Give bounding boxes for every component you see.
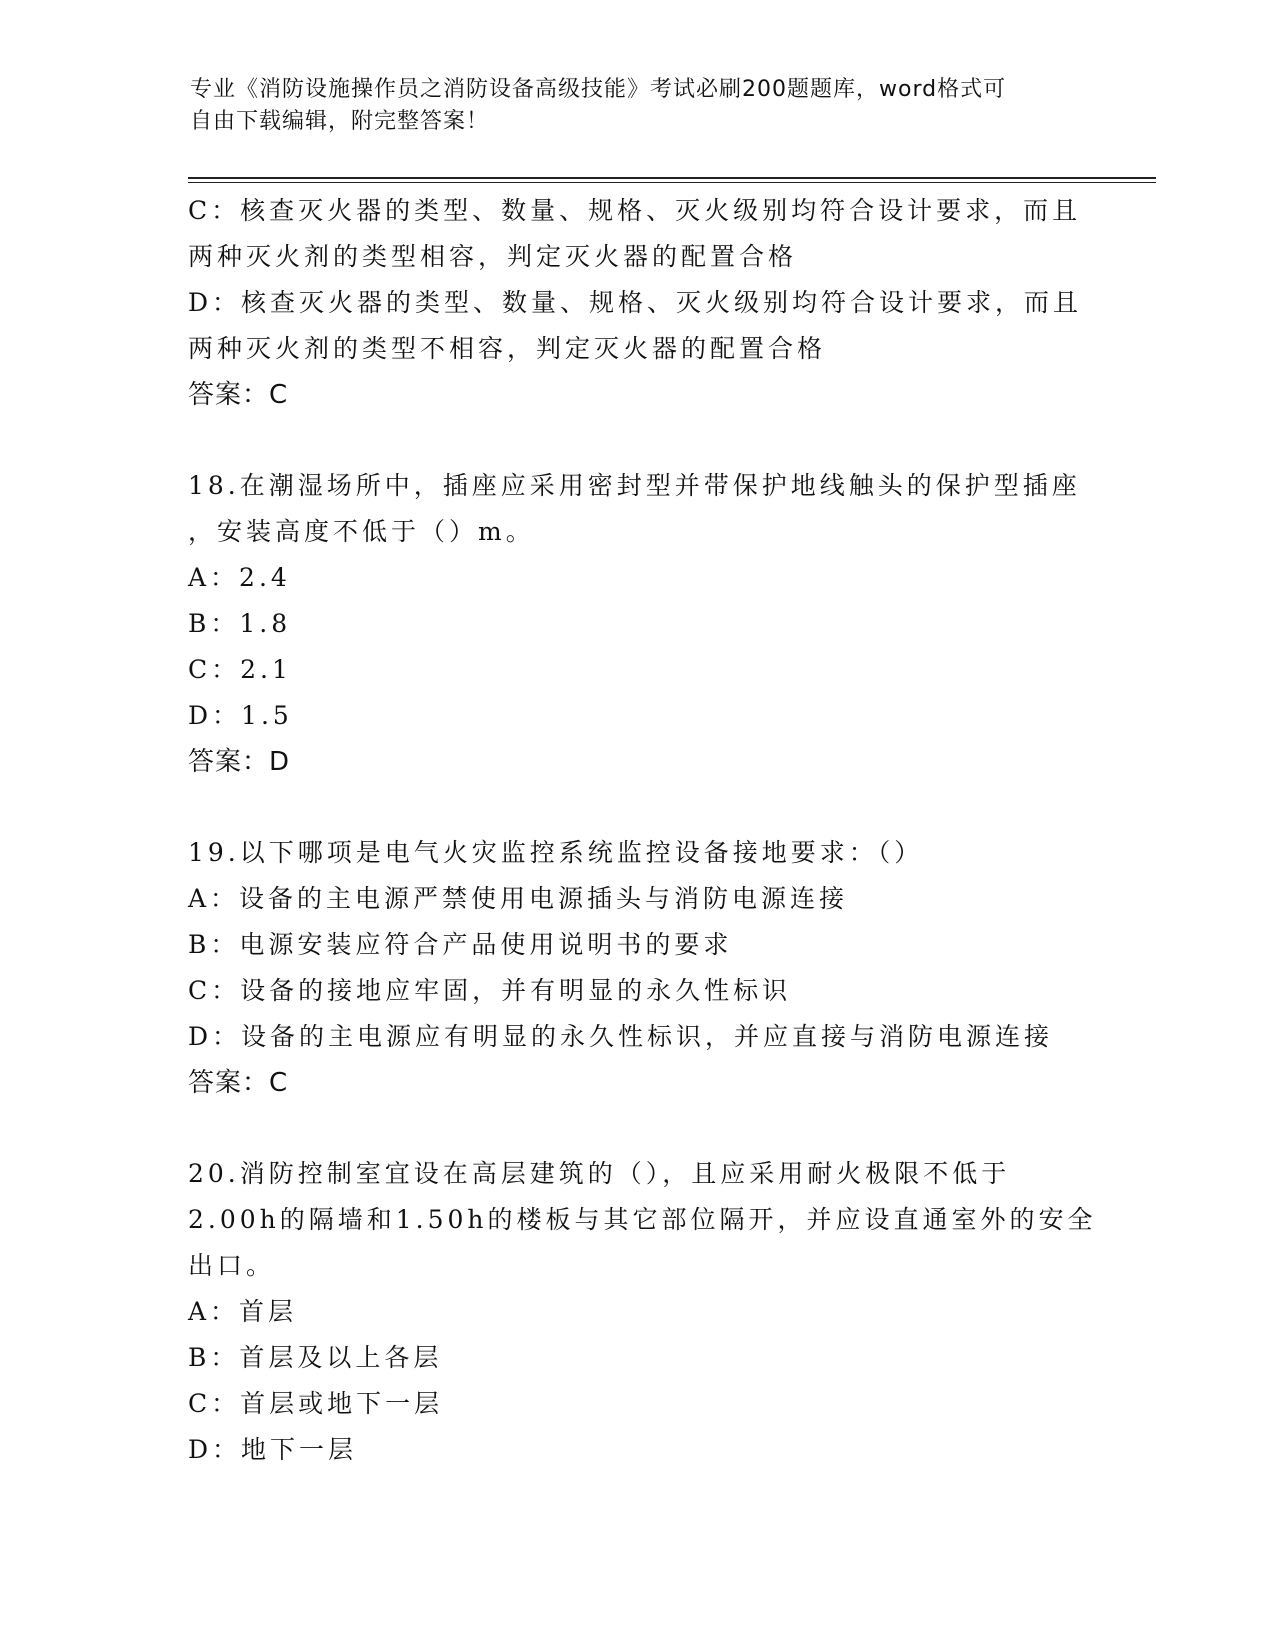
header-line-2: 自由下载编辑，附完整答案！ bbox=[190, 109, 490, 134]
question-19-option-a: A：设备的主电源严禁使用电源插头与消防电源连接 bbox=[188, 884, 849, 913]
question-20-option-b: B：首层及以上各层 bbox=[188, 1343, 443, 1372]
answer-18: 答案：D bbox=[188, 747, 291, 777]
question-17-tail bbox=[188, 188, 1088, 418]
question-18-option-a: A：2.4 bbox=[188, 563, 291, 592]
document-header bbox=[190, 74, 1070, 138]
option-d-line-1: D：核查灭火器的类型、数量、规格、灭火级别均符合设计要求，而且 bbox=[188, 288, 1083, 317]
question-20-stem-line-2: 2.00h的隔墙和1.50h的楼板与其它部位隔开，并应设直通室外的安全 bbox=[188, 1205, 1097, 1234]
question-20-stem-line-1: 20.消防控制室宜设在高层建筑的（），且应采用耐火极限不低于 bbox=[188, 1159, 1011, 1188]
header-divider-thick bbox=[188, 177, 1156, 179]
question-18 bbox=[188, 463, 1088, 785]
option-c-line-1: C：核查灭火器的类型、数量、规格、灭火级别均符合设计要求，而且 bbox=[188, 196, 1082, 225]
question-20-stem-line-3: 出口。 bbox=[188, 1251, 276, 1280]
question-18-option-d: D：1.5 bbox=[188, 701, 293, 730]
header-line-1: 专业《消防设施操作员之消防设备高级技能》考试必刷200题题库，word格式可 bbox=[190, 77, 1007, 102]
question-18-stem-line-1: 18.在潮湿场所中，插座应采用密封型并带保护地线触头的保护型插座 bbox=[188, 471, 1081, 500]
option-d-line-2: 两种灭火剂的类型不相容，判定灭火器的配置合格 bbox=[188, 334, 827, 363]
question-20 bbox=[188, 1151, 1097, 1473]
question-18-option-b: B：1.8 bbox=[188, 609, 292, 638]
question-content bbox=[188, 188, 1097, 1473]
question-18-stem-line-2: ，安装高度不低于（）m。 bbox=[188, 517, 535, 546]
header-divider-thin bbox=[188, 182, 1156, 183]
question-20-option-d: D：地下一层 bbox=[188, 1435, 358, 1464]
answer-19: 答案：C bbox=[188, 1068, 289, 1098]
question-19 bbox=[188, 830, 1088, 1106]
question-19-option-b: B：电源安装应符合产品使用说明书的要求 bbox=[188, 930, 733, 959]
answer-17: 答案：C bbox=[188, 380, 289, 410]
question-19-option-d: D：设备的主电源应有明显的永久性标识，并应直接与消防电源连接 bbox=[188, 1022, 1054, 1051]
option-c-line-2: 两种灭火剂的类型相容，判定灭火器的配置合格 bbox=[188, 242, 798, 271]
question-19-option-c: C：设备的接地应牢固，并有明显的永久性标识 bbox=[188, 976, 792, 1005]
question-20-option-a: A：首层 bbox=[188, 1297, 298, 1326]
question-20-option-c: C：首层或地下一层 bbox=[188, 1389, 444, 1418]
question-19-stem: 19.以下哪项是电气火灾监控系统监控设备接地要求：（） bbox=[188, 838, 924, 867]
question-18-option-c: C：2.1 bbox=[188, 655, 292, 684]
